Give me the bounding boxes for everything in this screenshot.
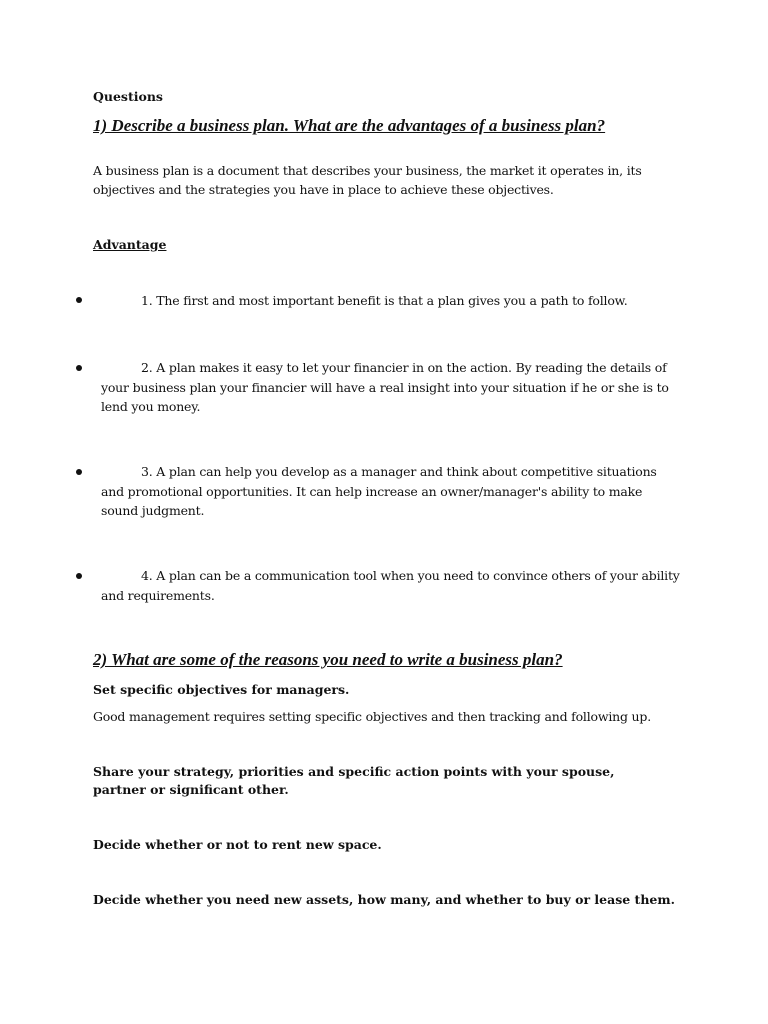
advantage-item-1: 1. The first and most important benefit is that a plan gives you a path to follow. [141, 293, 628, 308]
question-1-heading: 1) Describe a business plan. What are the advantages of a business plan? [93, 116, 606, 135]
document-title: Questions [93, 89, 163, 104]
reason-1-text: Good management requires setting specific objectives and then tracking and following up. [93, 709, 651, 724]
reason-3-title: Decide whether or not to rent new space. [93, 837, 382, 852]
bullet-icon [76, 297, 82, 303]
advantage-item-3: 3. A plan can help you develop as a manager and think about competitive situations and promotional opportunities. It can help increase an owner/manager's ability to make sound judgment. [101, 464, 657, 518]
reason-1-title: Set specific objectives for managers. [93, 682, 350, 697]
advantage-label: Advantage [93, 237, 167, 252]
reason-4-title: Decide whether you need new assets, how many, and whether to buy or lease them. [93, 892, 675, 907]
advantage-item-4: 4. A plan can be a communication tool when you need to convince others of your ability and requirements. [101, 568, 680, 603]
bullet-icon [76, 365, 82, 371]
question-1-answer: A business plan is a document that describes your business, the market it operates in, its objectives and the strategies you have in place to achieve these objectives. [93, 163, 642, 197]
bullet-icon [76, 573, 82, 579]
bullet-icon [76, 469, 82, 475]
reason-2-title: Share your strategy, priorities and specific action points with your spouse, partner or significant other. [93, 764, 615, 797]
advantage-item-2: 2. A plan makes it easy to let your financier in on the action. By reading the details of your business plan your financier will have a real insight into your situation if he or she is to lend you money. [101, 360, 669, 414]
question-2-heading: 2) What are some of the reasons you need to write a business plan? [93, 650, 563, 669]
